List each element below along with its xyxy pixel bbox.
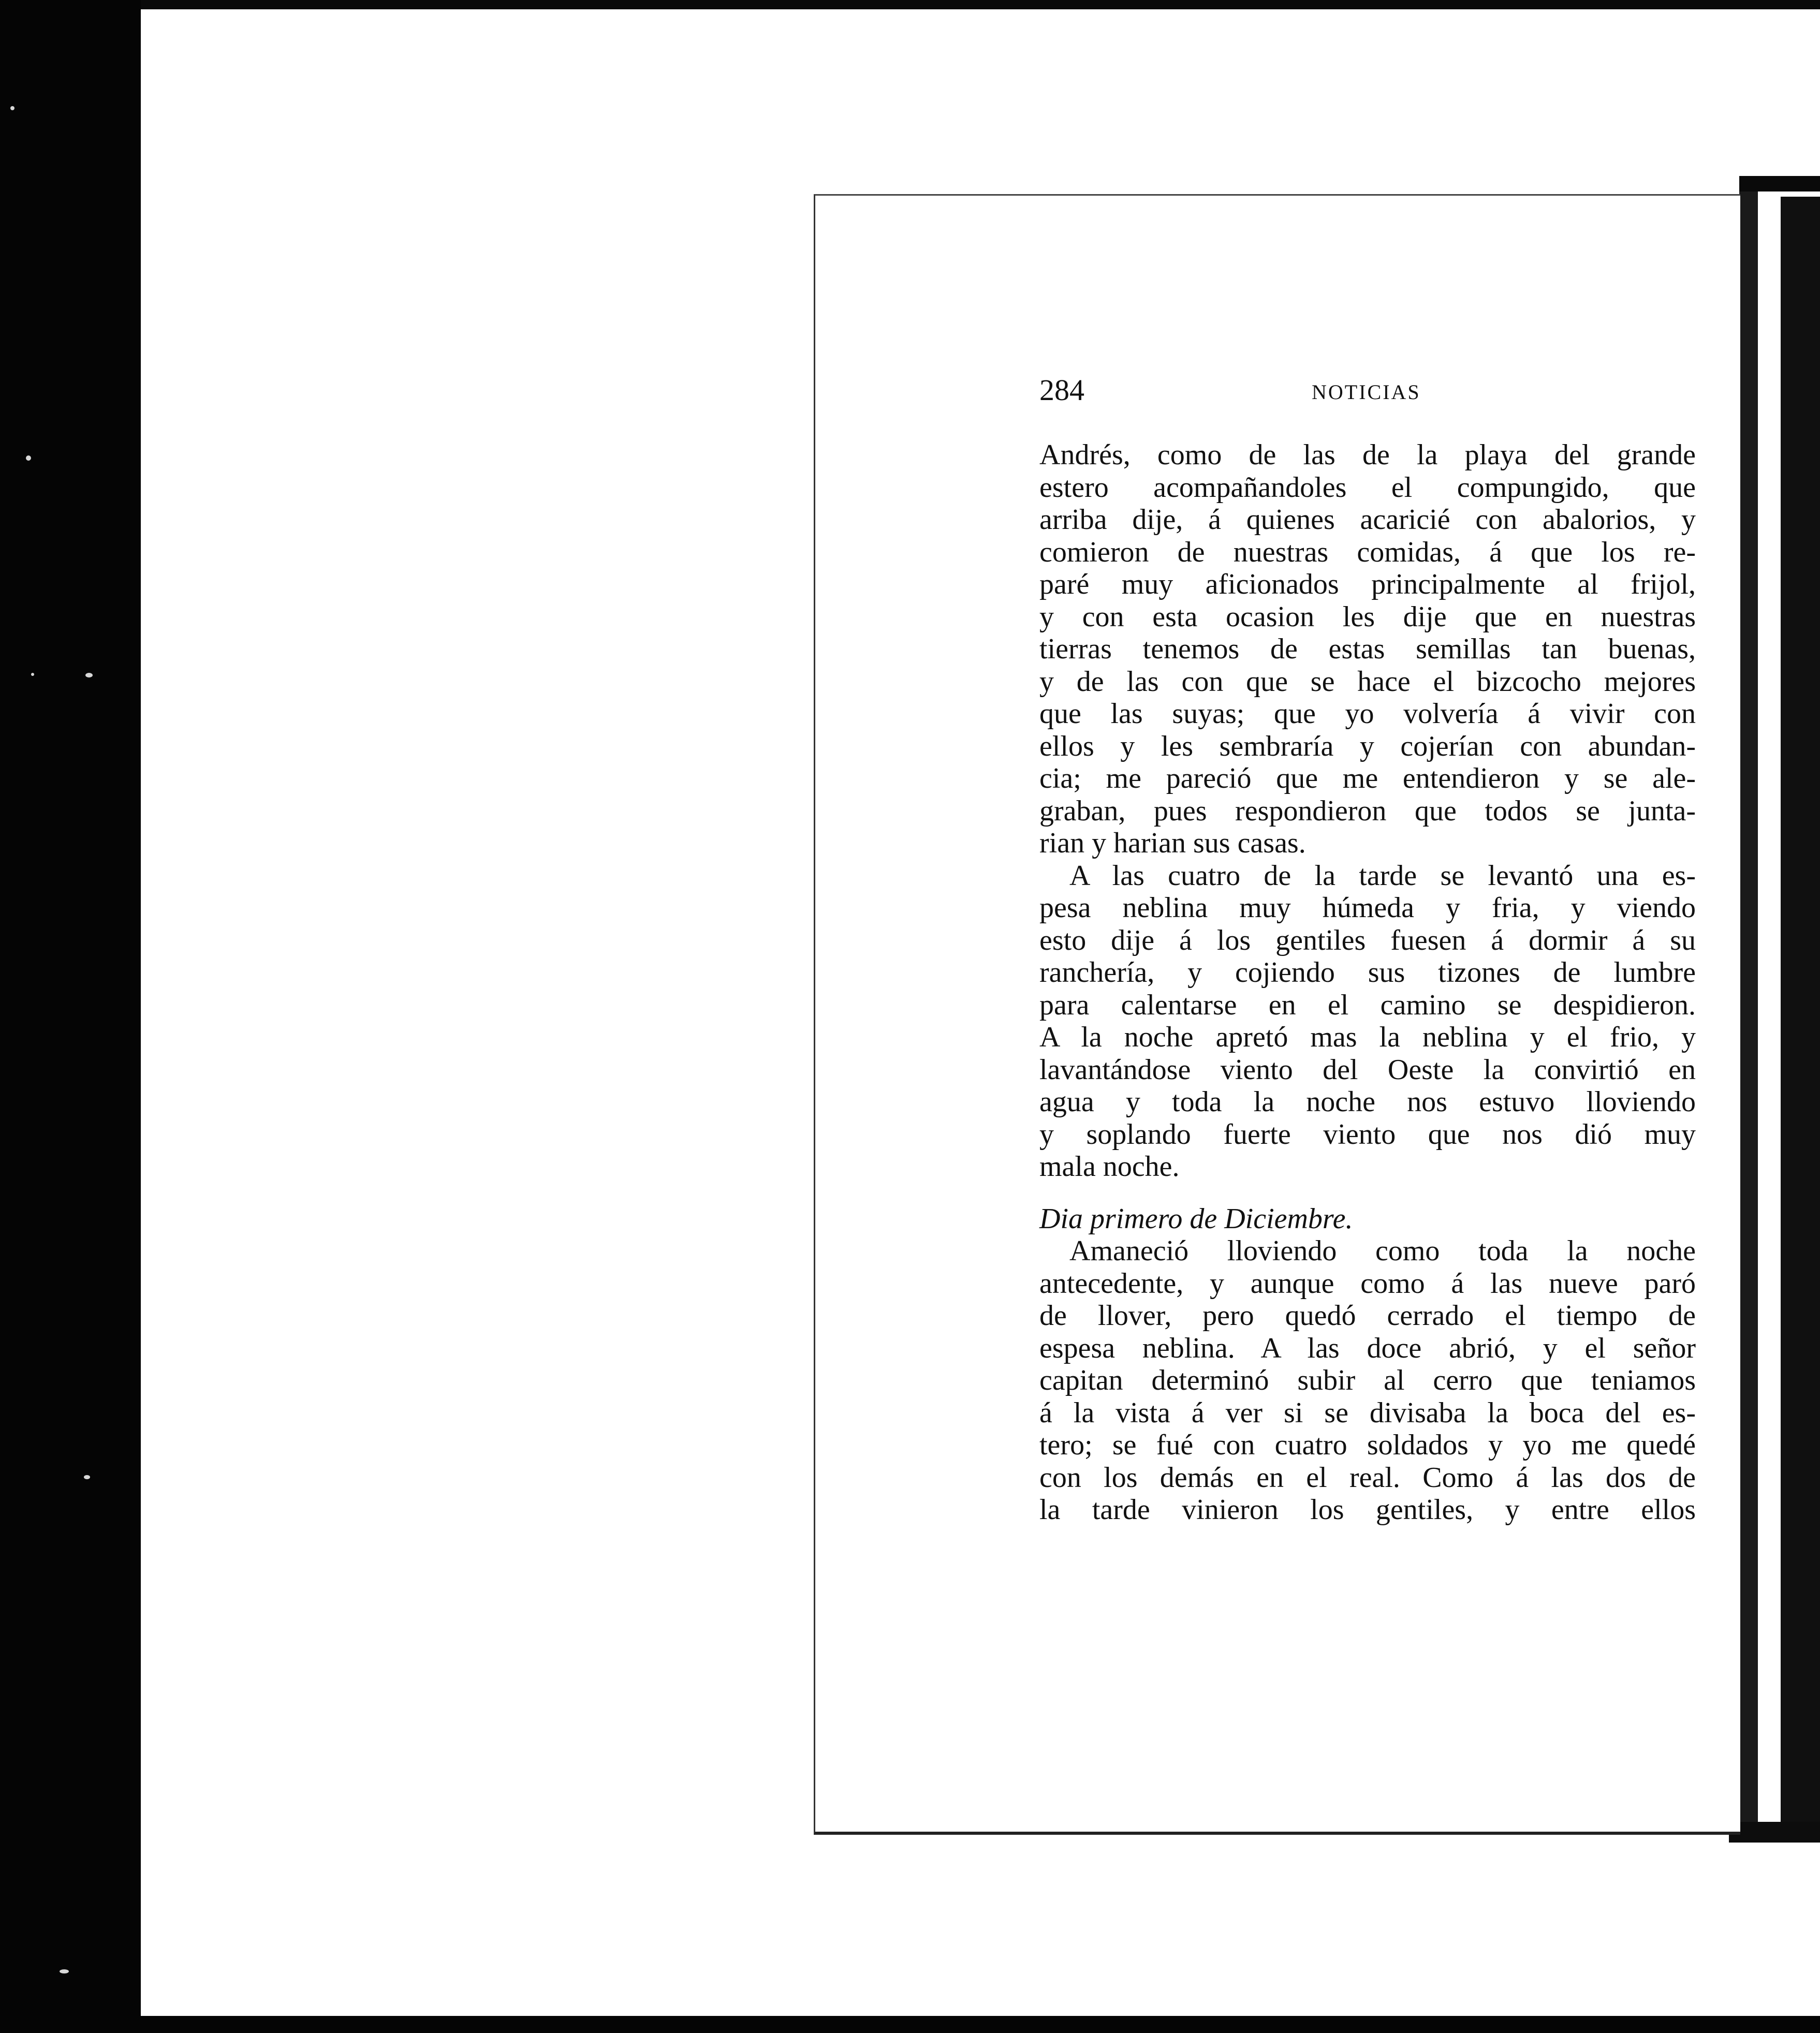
running-title: NOTICIAS	[1312, 380, 1421, 404]
text-line: esto dije á los gentiles fuesen á dormir á su	[1039, 924, 1696, 956]
dust-speck	[85, 673, 93, 677]
text-line: arriba dije, á quienes acaricié con abalorios, y	[1039, 504, 1696, 536]
body-text	[1039, 439, 1696, 1526]
text-line: que las suyas; que yo volvería á vivir con	[1039, 698, 1696, 730]
book-spine-bottom	[1729, 1822, 1820, 1843]
text-line: tero; se fué con cuatro soldados y yo me quedé	[1039, 1429, 1696, 1461]
dust-speck	[26, 455, 31, 461]
scanner-left-margin	[0, 0, 141, 2033]
text-line: y soplando fuerte viento que nos dió muy	[1039, 1118, 1696, 1151]
page-number: 284	[1039, 373, 1084, 407]
paragraph-1	[1039, 439, 1696, 860]
text-line: A la noche apretó mas la neblina y el frio, y	[1039, 1021, 1696, 1053]
paragraph-2	[1039, 860, 1696, 1183]
book-spine-top	[1739, 176, 1820, 191]
book-spine-inner	[1739, 179, 1758, 1840]
text-line: á la vista á ver si se divisaba la boca del es-	[1039, 1396, 1696, 1429]
text-line: la tarde vinieron los gentiles, y entre ellos	[1039, 1494, 1696, 1526]
scanner-bottom-margin	[0, 2016, 1820, 2033]
text-line: y con esta ocasion les dije que en nuestras	[1039, 600, 1696, 633]
dust-speck	[84, 1475, 90, 1479]
text-line: tierras tenemos de estas semillas tan buenas,	[1039, 633, 1696, 665]
text-line: cia; me pareció que me entendieron y se ale-	[1039, 762, 1696, 794]
text-line: mala noche.	[1039, 1151, 1180, 1183]
running-head	[1039, 373, 1696, 409]
text-line: y de las con que se hace el bizcocho mejores	[1039, 665, 1696, 698]
text-line: lavantándose viento del Oeste la convirtió en	[1039, 1053, 1696, 1086]
text-line: agua y toda la noche nos estuvo lloviendo	[1039, 1086, 1696, 1118]
text-line: antecedente, y aunque como á las nueve paró	[1039, 1267, 1696, 1300]
text-line: estero acompañandoles el compungido, que	[1039, 471, 1696, 504]
text-line: capitan determinó subir al cerro que teniamos	[1039, 1364, 1696, 1396]
text-line: Andrés, como de las de la playa del grande	[1039, 439, 1696, 471]
dust-speck	[31, 673, 34, 676]
text-line: ellos y les sembraría y cojerían con abundan-	[1039, 730, 1696, 762]
text-line: rian y harian sus casas.	[1039, 827, 1306, 859]
dust-speck	[10, 106, 14, 110]
text-line: pesa neblina muy húmeda y fria, y viendo	[1039, 892, 1696, 924]
text-line: con los demás en el real. Como á las dos de	[1039, 1461, 1696, 1494]
text-line: paré muy aficionados principalmente al frijol,	[1039, 568, 1696, 600]
text-line: ranchería, y cojiendo sus tizones de lumbre	[1039, 956, 1696, 989]
paragraph-3	[1039, 1235, 1696, 1526]
section-heading: Dia primero de Diciembre.	[1039, 1202, 1353, 1235]
scanner-top-margin	[141, 0, 1820, 9]
text-line: A las cuatro de la tarde se levantó una es-	[1069, 859, 1696, 892]
dust-speck	[60, 1969, 69, 1973]
text-line: Amaneció lloviendo como toda la noche	[1069, 1235, 1696, 1267]
text-line: de llover, pero quedó cerrado el tiempo de	[1039, 1300, 1696, 1332]
text-line: para calentarse en el camino se despidieron.	[1039, 989, 1696, 1021]
text-line: espesa neblina. A las doce abrió, y el señor	[1039, 1332, 1696, 1364]
book-spine	[1781, 197, 1820, 1843]
text-line: comieron de nuestras comidas, á que los re-	[1039, 536, 1696, 568]
text-line: graban, pues respondieron que todos se junta-	[1039, 794, 1696, 827]
